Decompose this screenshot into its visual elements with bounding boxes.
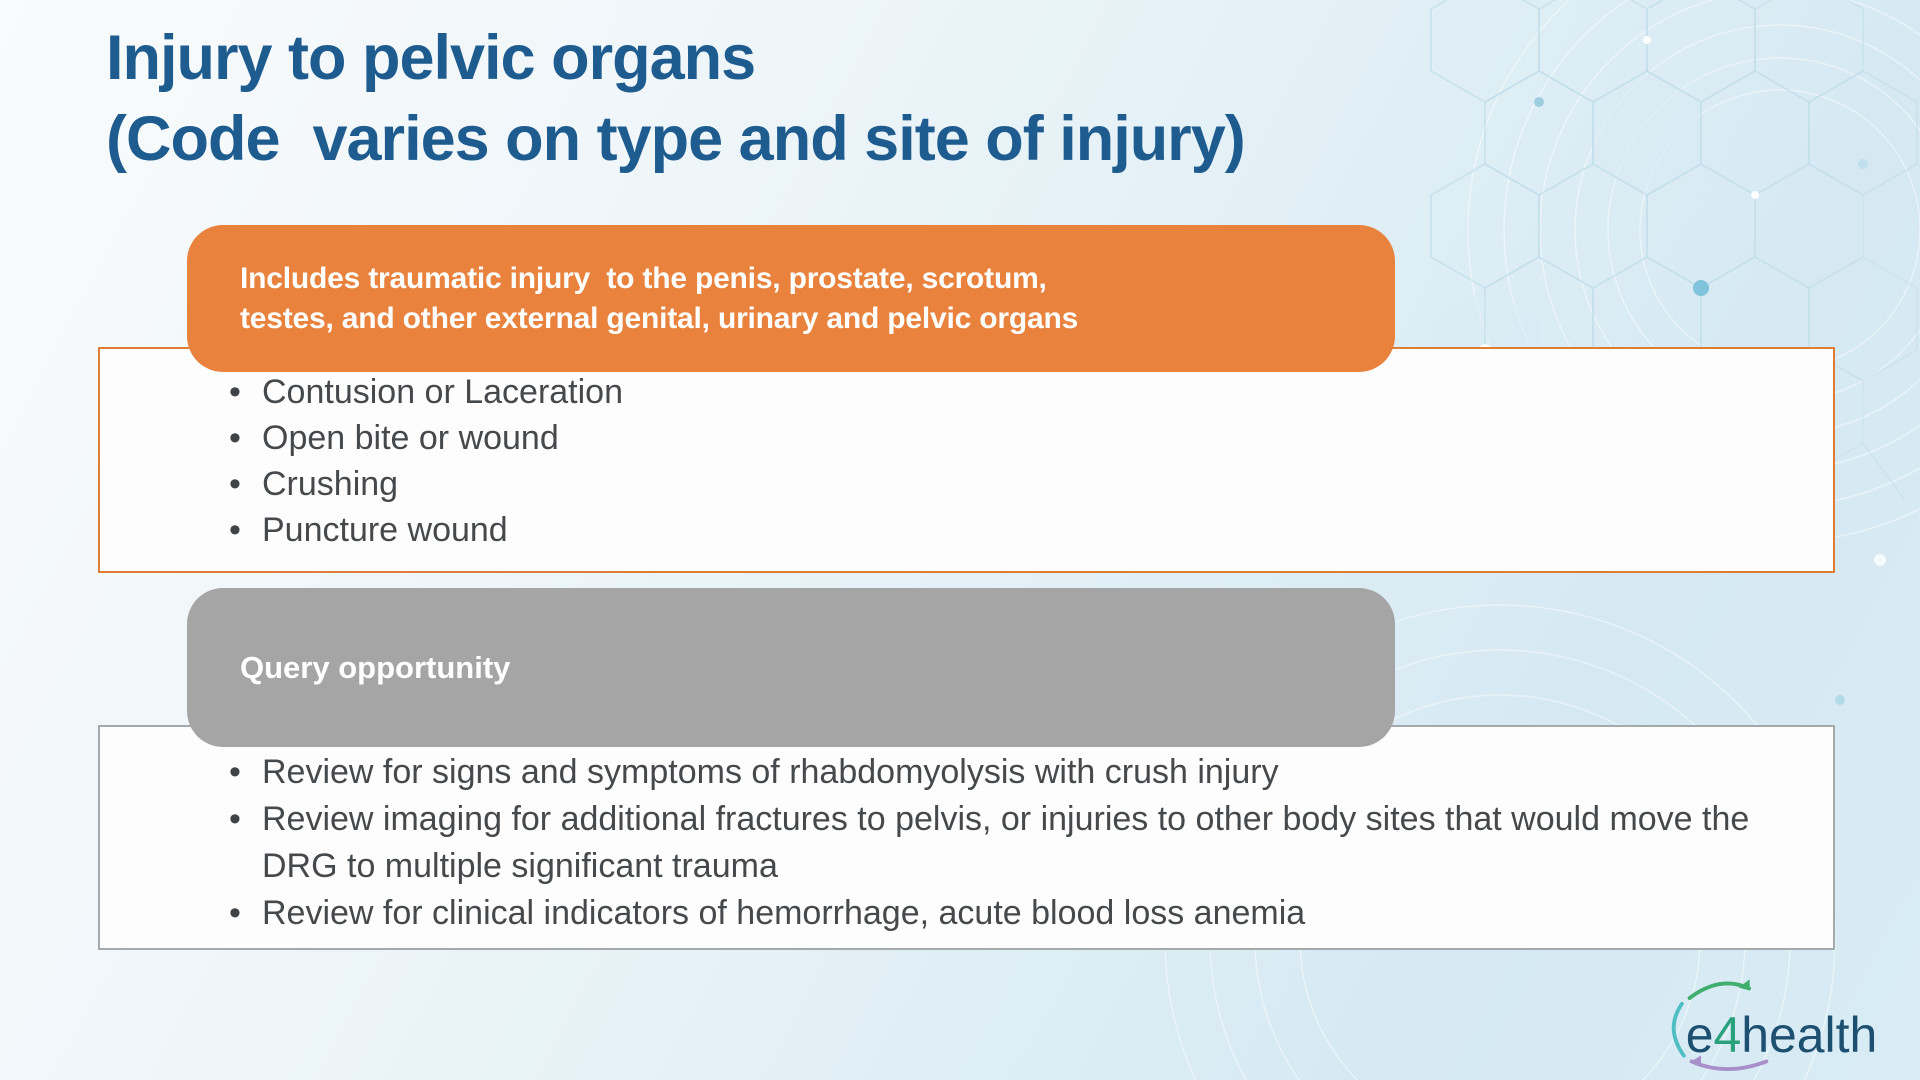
- query-opportunity-box: [98, 725, 1835, 950]
- title-line-1: Injury to pelvic organs: [106, 23, 756, 93]
- query-opportunity-list: [224, 749, 1792, 937]
- bullet-item: • Contusion or Laceration: [224, 369, 623, 415]
- bullet-item: • Puncture wound: [224, 507, 623, 553]
- bullet-item: • Review for signs and symptoms of rhabdomyolysis with crush injury: [224, 749, 1792, 796]
- query-opportunity-label: Query opportunity: [240, 649, 511, 685]
- logo-text-health: health: [1741, 1006, 1878, 1063]
- injury-types-box: [98, 347, 1835, 573]
- page-title: [106, 18, 1245, 180]
- e4health-logo: [1650, 975, 1902, 1076]
- bullet-item: • Crushing: [224, 461, 623, 507]
- bullet-item: • Review imaging for additional fractures to pelvis, or injuries to other body sites that would move the DRG to multiple significant trauma: [224, 796, 1792, 890]
- title-line-2: (Code varies on type and site of injury): [106, 104, 1245, 174]
- svg-text:e4health: [1686, 1007, 1878, 1063]
- includes-banner: [187, 225, 1395, 372]
- includes-banner-line-1: Includes traumatic injury to the penis, prostate, scrotum,: [240, 261, 1047, 295]
- includes-banner-line-2: testes, and other external genital, urinary and pelvic organs: [240, 301, 1079, 335]
- bullet-item: • Review for clinical indicators of hemorrhage, acute blood loss anemia: [224, 890, 1792, 937]
- query-opportunity-banner: [187, 588, 1395, 747]
- logo-text-e: e: [1685, 1006, 1714, 1063]
- bullet-item: • Open bite or wound: [224, 415, 623, 461]
- logo-text-4: 4: [1713, 1006, 1742, 1063]
- injury-types-list: [224, 369, 623, 553]
